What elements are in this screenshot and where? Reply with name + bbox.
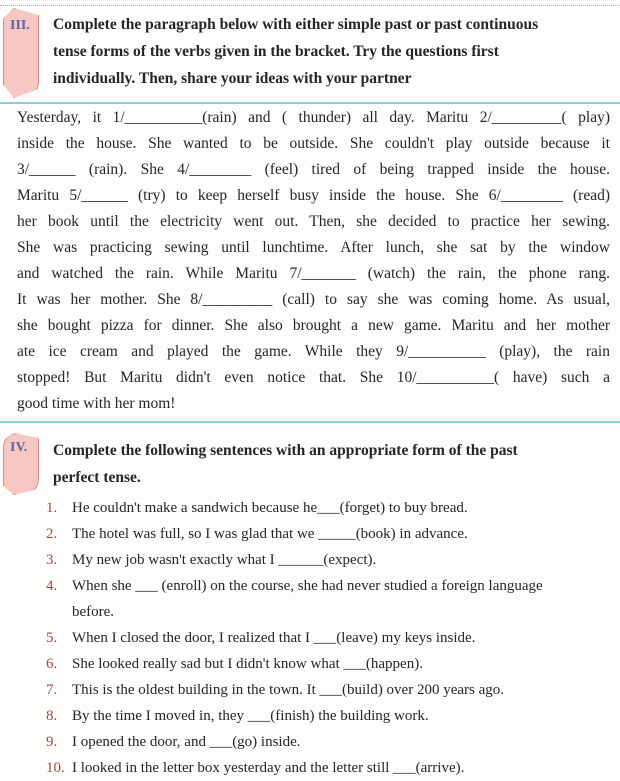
paragraph-line: her book until the electricity went out. Then, she decided to practice her sewing. bbox=[17, 213, 610, 230]
section-number: IV. bbox=[10, 440, 28, 455]
item-number bbox=[46, 599, 72, 625]
item-number: 9. bbox=[46, 734, 58, 750]
item-number: 4. bbox=[46, 578, 58, 594]
item-number: 6. bbox=[46, 656, 58, 672]
item-text: When she ___ (enroll) on the course, she had never studied a foreign language bbox=[72, 578, 543, 594]
instruction-line: Complete the paragraph below with either simple past or past continuous bbox=[53, 16, 539, 33]
list-item bbox=[46, 755, 543, 781]
exercise-list bbox=[46, 495, 543, 781]
section-divider bbox=[0, 102, 620, 104]
item-number: 1. bbox=[46, 500, 58, 516]
cloze-paragraph bbox=[17, 105, 610, 417]
item-text: He couldn't make a sandwich because he___(forget) to buy bread. bbox=[72, 500, 468, 516]
item-number: 10. bbox=[46, 760, 65, 776]
list-item bbox=[46, 521, 543, 547]
item-number: 5. bbox=[46, 630, 58, 646]
dotted-divider bbox=[0, 5, 620, 6]
list-item bbox=[46, 703, 543, 729]
item-text: When I closed the door, I realized that I ___(leave) my keys inside. bbox=[72, 630, 476, 646]
instruction-line: tense forms of the verbs given in the bracket. Try the questions first bbox=[53, 43, 499, 60]
section-number: III. bbox=[10, 18, 30, 33]
section-divider bbox=[0, 421, 620, 423]
item-number: 8. bbox=[46, 708, 58, 724]
paragraph-line: It was her mother. She 8/_________ (call) to say she was coming home. As usual, bbox=[17, 291, 610, 308]
paragraph-line: stopped! But Maritu didn't even notice that. She 10/__________( have) such a bbox=[17, 369, 610, 386]
paragraph-line: she bought pizza for dinner. She also brought a new game. Maritu and her mother bbox=[17, 317, 610, 334]
paragraph-line: ate ice cream and played the game. While they 9/__________ (play), the rain bbox=[17, 343, 610, 360]
item-text: The hotel was full, so I was glad that we _____(book) in advance. bbox=[72, 526, 468, 542]
item-text: She looked really sad but I didn't know what ___(happen). bbox=[72, 656, 423, 672]
section-3-instruction bbox=[53, 11, 538, 92]
list-item bbox=[46, 729, 543, 755]
section-4-instruction bbox=[53, 437, 518, 491]
paragraph-line: and watched the rain. While Maritu 7/_______ (watch) the rain, the phone rang. bbox=[17, 265, 610, 282]
list-item bbox=[46, 547, 543, 573]
item-text: My new job wasn't exactly what I ______(expect). bbox=[72, 552, 377, 568]
item-text: By the time I moved in, they ___(finish) the building work. bbox=[72, 708, 429, 724]
item-text: I opened the door, and ___(go) inside. bbox=[72, 734, 301, 750]
list-item bbox=[46, 573, 543, 599]
instruction-line: individually. Then, share your ideas with your partner bbox=[53, 70, 412, 87]
list-item bbox=[46, 599, 543, 625]
instruction-line: perfect tense. bbox=[53, 469, 141, 486]
list-item bbox=[46, 677, 543, 703]
item-number: 3. bbox=[46, 552, 58, 568]
paragraph-line: Maritu 5/______ (try) to keep herself busy inside the house. She 6/________ (read) bbox=[17, 187, 610, 204]
instruction-line: Complete the following sentences with an appropriate form of the past bbox=[53, 442, 518, 459]
item-text: I looked in the letter box yesterday and the letter still ___(arrive). bbox=[72, 760, 465, 776]
paragraph-line: good time with her mom! bbox=[17, 395, 176, 412]
paragraph-line: inside the house. She wanted to be outside. She couldn't play outside because it bbox=[17, 135, 610, 152]
list-item bbox=[46, 495, 543, 521]
list-item bbox=[46, 651, 543, 677]
item-text: before. bbox=[72, 604, 115, 620]
paragraph-line: 3/______ (rain). She 4/________ (feel) tired of being trapped inside the house. bbox=[17, 161, 610, 178]
item-number: 7. bbox=[46, 682, 58, 698]
list-item bbox=[46, 625, 543, 651]
item-text: This is the oldest building in the town. It ___(build) over 200 years ago. bbox=[72, 682, 505, 698]
paragraph-line: She was practicing sewing until lunchtime. After lunch, she sat by the window bbox=[17, 239, 610, 256]
item-number: 2. bbox=[46, 526, 58, 542]
paragraph-line: Yesterday, it 1/__________(rain) and ( thunder) all day. Maritu 2/_________( play) bbox=[17, 109, 610, 126]
